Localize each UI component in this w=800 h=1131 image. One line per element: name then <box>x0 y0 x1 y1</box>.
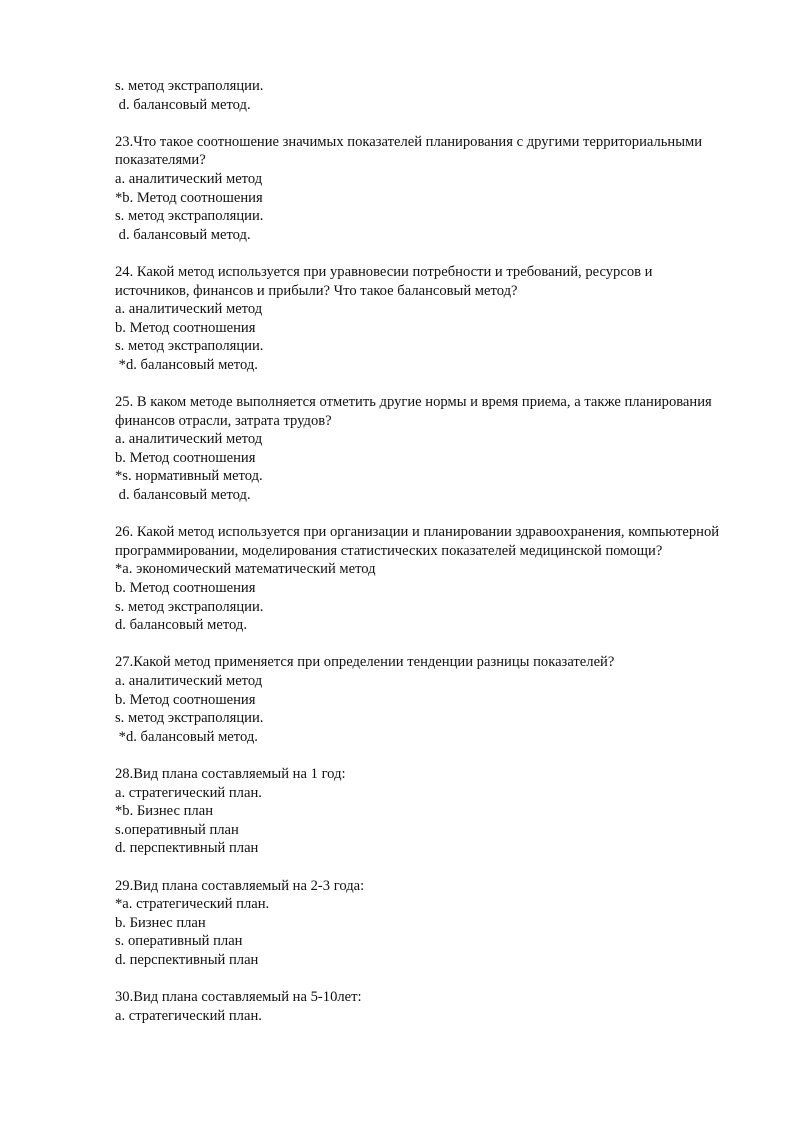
answer-option: b. Метод соотношения <box>115 319 256 336</box>
question-text: 25. В каком методе выполняется отметить другие нормы и время приема, а также планирования финансов отрасли, затрата трудов? <box>115 394 712 429</box>
answer-option: b. Метод соотношения <box>115 580 256 597</box>
question-29 <box>115 877 725 970</box>
answer-option: s. метод экстраполяции. <box>115 598 264 615</box>
answer-option: *d. балансовый метод. <box>115 356 258 373</box>
answer-option: s. метод экстраполяции. <box>115 710 264 727</box>
answer-option: b. Метод соотношения <box>115 449 256 466</box>
answer-option: *b. Метод соотношения <box>115 189 263 206</box>
answer-option: s.оперативный план <box>115 821 239 838</box>
answer-option: *a. стратегический план. <box>115 896 270 913</box>
answer-option: *b. Бизнес план <box>115 803 214 820</box>
question-text: 27.Какой метод применяется при определении тенденции разницы показателей? <box>115 654 615 671</box>
answer-option: a. аналитический метод <box>115 301 263 318</box>
answer-option: a. стратегический план. <box>115 1007 262 1024</box>
question-text: 26. Какой метод используется при организации и планировании здравоохранения, компьютерной программировании, моделирования статистических показателей медицинской помощи? <box>115 524 720 559</box>
question-25 <box>115 393 725 505</box>
answer-option: a. аналитический метод <box>115 431 263 448</box>
question-text: 29.Вид плана составляемый на 2-3 года: <box>115 877 365 894</box>
answer-option: s. метод экстраполяции. <box>115 78 264 94</box>
question-text: 28.Вид плана составляемый на 1 год: <box>115 765 346 782</box>
question-text: 30.Вид плана составляемый на 5-10лет: <box>115 989 362 1006</box>
document-content <box>115 77 725 1025</box>
answer-option: a. аналитический метод <box>115 170 263 187</box>
question-24 <box>115 263 725 375</box>
answer-option: d. балансовый метод. <box>115 226 251 243</box>
answer-option: s. метод экстраполяции. <box>115 338 264 355</box>
answer-option: d. перспективный план <box>115 840 259 857</box>
answer-option: b. Бизнес план <box>115 914 206 931</box>
answer-option: d. балансовый метод. <box>115 487 251 504</box>
answer-option: s. оперативный план <box>115 933 243 950</box>
question-28 <box>115 765 725 858</box>
answer-option: *d. балансовый метод. <box>115 728 258 745</box>
question-23 <box>115 133 725 245</box>
question-27 <box>115 653 725 746</box>
answer-option: b. Метод соотношения <box>115 691 256 708</box>
intro-options <box>115 77 725 114</box>
answer-option: d. балансовый метод. <box>115 96 251 113</box>
question-30 <box>115 988 725 1025</box>
answer-option: *a. экономический математический метод <box>115 561 376 578</box>
answer-option: a. аналитический метод <box>115 673 263 689</box>
answer-option: s. метод экстраполяции. <box>115 208 264 225</box>
answer-option: d. перспективный план <box>115 951 259 968</box>
answer-option: *s. нормативный метод. <box>115 468 263 485</box>
question-text: 23.Что такое соотношение значимых показателей планирования с другими территориальными показателями? <box>115 133 703 169</box>
question-26 <box>115 523 725 635</box>
question-text: 24. Какой метод используется при уравновесии потребности и требований, ресурсов и источников, финансов и прибыли? Что такое балансовый метод? <box>115 263 653 299</box>
answer-option: a. стратегический план. <box>115 784 262 801</box>
answer-option: d. балансовый метод. <box>115 617 247 634</box>
